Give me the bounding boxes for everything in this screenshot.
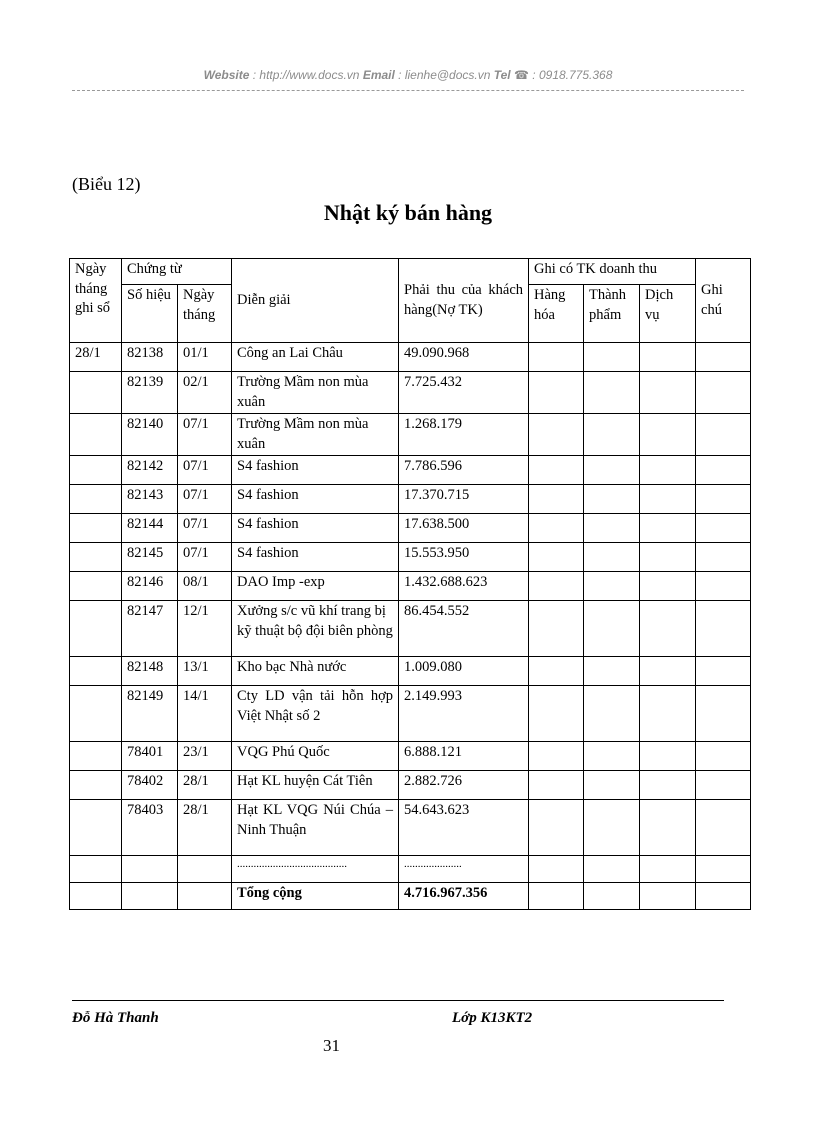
- row-services: [640, 343, 696, 372]
- total-services: [640, 883, 696, 910]
- row-voucher-no: 82144: [122, 514, 178, 543]
- sales-journal-table: [69, 258, 751, 910]
- table-row: [70, 572, 751, 601]
- row-goods: [529, 414, 584, 456]
- row-services: [640, 686, 696, 742]
- row-amount: 49.090.968: [399, 343, 529, 372]
- row-amount: 1.009.080: [399, 657, 529, 686]
- row-date: [70, 686, 122, 742]
- row-note: [696, 856, 751, 883]
- row-voucher-date: 13/1: [178, 657, 232, 686]
- total-voucher-no: [122, 883, 178, 910]
- row-voucher-no: 78402: [122, 771, 178, 800]
- row-description: Công an Lai Châu: [232, 343, 399, 372]
- row-voucher-no: 82139: [122, 372, 178, 414]
- row-products: [584, 601, 640, 657]
- row-amount: 7.786.596: [399, 456, 529, 485]
- row-products: [584, 572, 640, 601]
- row-products: [584, 514, 640, 543]
- row-products: [584, 771, 640, 800]
- row-description: S4 fashion: [232, 543, 399, 572]
- website-label: Website: [203, 68, 250, 82]
- row-goods: [529, 742, 584, 771]
- row-note: [696, 771, 751, 800]
- row-voucher-no: 82146: [122, 572, 178, 601]
- header-divider: [72, 90, 744, 91]
- table-row: [70, 372, 751, 414]
- footer-divider: [72, 1000, 724, 1001]
- row-voucher-date: [178, 856, 232, 883]
- row-amount: 1.268.179: [399, 414, 529, 456]
- table-row: [70, 343, 751, 372]
- row-goods: [529, 601, 584, 657]
- row-products: [584, 485, 640, 514]
- email-label: Email: [362, 68, 395, 82]
- row-date: [70, 742, 122, 771]
- page-title: Nhật ký bán hàng: [323, 200, 493, 225]
- row-date: [70, 657, 122, 686]
- header-date: Ngày tháng ghi sổ: [70, 259, 122, 343]
- row-note: [696, 414, 751, 456]
- total-row: [70, 883, 751, 910]
- row-date: [70, 514, 122, 543]
- row-date: [70, 572, 122, 601]
- row-date: [70, 456, 122, 485]
- row-amount: 17.370.715: [399, 485, 529, 514]
- row-products: [584, 686, 640, 742]
- row-voucher-date: 07/1: [178, 514, 232, 543]
- row-voucher-no: 82145: [122, 543, 178, 572]
- row-description: Trường Mầm non mùa xuân: [232, 414, 399, 456]
- header-description: Diễn giải: [232, 259, 399, 343]
- table-row: [70, 601, 751, 657]
- header-goods: Hàng hóa: [529, 285, 584, 343]
- header-row-1: [70, 259, 751, 285]
- row-services: [640, 543, 696, 572]
- row-products: [584, 343, 640, 372]
- row-description: Kho bạc Nhà nước: [232, 657, 399, 686]
- row-goods: [529, 343, 584, 372]
- row-goods: [529, 686, 584, 742]
- row-date: [70, 543, 122, 572]
- row-amount: 15.553.950: [399, 543, 529, 572]
- row-note: [696, 343, 751, 372]
- row-goods: [529, 856, 584, 883]
- row-products: [584, 456, 640, 485]
- row-services: [640, 514, 696, 543]
- row-services: [640, 372, 696, 414]
- header-voucher-date: Ngày tháng: [178, 285, 232, 343]
- row-date: [70, 856, 122, 883]
- row-voucher-no: 78401: [122, 742, 178, 771]
- header-services: Dịch vụ: [640, 285, 696, 343]
- page-header: [0, 68, 816, 82]
- row-services: [640, 657, 696, 686]
- table-row: [70, 657, 751, 686]
- row-voucher-no: 82140: [122, 414, 178, 456]
- row-voucher-no: [122, 856, 178, 883]
- row-note: [696, 686, 751, 742]
- row-amount: 86.454.552: [399, 601, 529, 657]
- row-goods: [529, 372, 584, 414]
- footer-class: Lớp K13KT2: [452, 1010, 533, 1026]
- total-amount: 4.716.967.356: [399, 883, 529, 910]
- row-description: Hạt KL VQG Núi Chúa – Ninh Thuận: [232, 800, 399, 856]
- row-note: [696, 372, 751, 414]
- row-amount: .....................: [399, 856, 529, 883]
- email-value[interactable]: : lienhe@docs.vn: [398, 68, 491, 82]
- table-row: [70, 771, 751, 800]
- row-date: [70, 372, 122, 414]
- row-voucher-date: 07/1: [178, 414, 232, 456]
- header-voucher-no: Số hiệu: [122, 285, 178, 343]
- row-voucher-date: 28/1: [178, 771, 232, 800]
- row-amount: 2.882.726: [399, 771, 529, 800]
- table-row: [70, 456, 751, 485]
- table-row: [70, 686, 751, 742]
- row-date: [70, 414, 122, 456]
- website-value[interactable]: : http://www.docs.vn: [252, 68, 360, 82]
- total-note: [696, 883, 751, 910]
- total-goods: [529, 883, 584, 910]
- table-row: [70, 414, 751, 456]
- row-note: [696, 800, 751, 856]
- total-date: [70, 883, 122, 910]
- row-services: [640, 456, 696, 485]
- row-description: Hạt KL huyện Cát Tiên: [232, 771, 399, 800]
- footer-author: Đỗ Hà Thanh: [72, 1010, 159, 1026]
- row-products: [584, 372, 640, 414]
- total-products: [584, 883, 640, 910]
- row-services: [640, 601, 696, 657]
- row-goods: [529, 543, 584, 572]
- row-voucher-date: 07/1: [178, 543, 232, 572]
- row-products: [584, 543, 640, 572]
- row-description: Trường Mầm non mùa xuân: [232, 372, 399, 414]
- header-credit: Ghi có TK doanh thu: [529, 259, 696, 285]
- page-number: 31: [323, 1036, 340, 1055]
- row-goods: [529, 657, 584, 686]
- row-goods: [529, 572, 584, 601]
- row-products: [584, 657, 640, 686]
- row-description: S4 fashion: [232, 456, 399, 485]
- row-products: [584, 414, 640, 456]
- row-voucher-no: 78403: [122, 800, 178, 856]
- row-goods: [529, 771, 584, 800]
- row-products: [584, 856, 640, 883]
- row-amount: 1.432.688.623: [399, 572, 529, 601]
- row-goods: [529, 800, 584, 856]
- header-note: Ghi chú: [696, 259, 751, 343]
- row-date: [70, 771, 122, 800]
- table-row: [70, 800, 751, 856]
- row-description: S4 fashion: [232, 485, 399, 514]
- row-services: [640, 856, 696, 883]
- row-products: [584, 742, 640, 771]
- row-description: ........................................: [232, 856, 399, 883]
- row-note: [696, 572, 751, 601]
- header-products: Thành phẩm: [584, 285, 640, 343]
- row-voucher-date: 08/1: [178, 572, 232, 601]
- row-description: Cty LD vận tải hỗn hợp Việt Nhật số 2: [232, 686, 399, 742]
- row-description: S4 fashion: [232, 514, 399, 543]
- table-row: [70, 742, 751, 771]
- phone-icon: ☎: [514, 68, 529, 82]
- total-label: Tổng cộng: [232, 883, 399, 910]
- row-services: [640, 771, 696, 800]
- row-voucher-date: 14/1: [178, 686, 232, 742]
- row-note: [696, 657, 751, 686]
- row-description: VQG Phú Quốc: [232, 742, 399, 771]
- table-row: [70, 514, 751, 543]
- header-voucher: Chứng từ: [122, 259, 232, 285]
- row-note: [696, 543, 751, 572]
- row-services: [640, 572, 696, 601]
- table-row: [70, 543, 751, 572]
- row-voucher-date: 23/1: [178, 742, 232, 771]
- row-goods: [529, 485, 584, 514]
- row-voucher-no: 82143: [122, 485, 178, 514]
- row-voucher-no: 82149: [122, 686, 178, 742]
- row-date: [70, 800, 122, 856]
- row-services: [640, 485, 696, 514]
- tel-label: Tel: [493, 68, 511, 82]
- row-voucher-no: 82142: [122, 456, 178, 485]
- row-voucher-no: 82138: [122, 343, 178, 372]
- row-note: [696, 742, 751, 771]
- row-products: [584, 800, 640, 856]
- row-note: [696, 456, 751, 485]
- row-amount: 2.149.993: [399, 686, 529, 742]
- row-description: Xưởng s/c vũ khí trang bị kỹ thuật bộ đội biên phòng: [232, 601, 399, 657]
- row-date: 28/1: [70, 343, 122, 372]
- row-services: [640, 800, 696, 856]
- row-goods: [529, 456, 584, 485]
- row-description: DAO Imp -exp: [232, 572, 399, 601]
- row-services: [640, 414, 696, 456]
- row-amount: 7.725.432: [399, 372, 529, 414]
- header-receivable: Phải thu của khách hàng(Nợ TK): [399, 259, 529, 343]
- row-goods: [529, 514, 584, 543]
- row-voucher-no: 82148: [122, 657, 178, 686]
- row-voucher-date: 02/1: [178, 372, 232, 414]
- row-voucher-date: 07/1: [178, 456, 232, 485]
- row-services: [640, 742, 696, 771]
- row-amount: 17.638.500: [399, 514, 529, 543]
- row-note: [696, 601, 751, 657]
- row-date: [70, 485, 122, 514]
- row-note: [696, 514, 751, 543]
- tel-value: : 0918.775.368: [532, 68, 613, 82]
- row-voucher-date: 01/1: [178, 343, 232, 372]
- table-row: [70, 485, 751, 514]
- table-row: [70, 856, 751, 883]
- row-voucher-date: 07/1: [178, 485, 232, 514]
- figure-label: (Biểu 12): [72, 174, 141, 194]
- row-note: [696, 485, 751, 514]
- row-amount: 6.888.121: [399, 742, 529, 771]
- row-amount: 54.643.623: [399, 800, 529, 856]
- row-voucher-no: 82147: [122, 601, 178, 657]
- total-voucher-date: [178, 883, 232, 910]
- row-voucher-date: 12/1: [178, 601, 232, 657]
- row-voucher-date: 28/1: [178, 800, 232, 856]
- row-date: [70, 601, 122, 657]
